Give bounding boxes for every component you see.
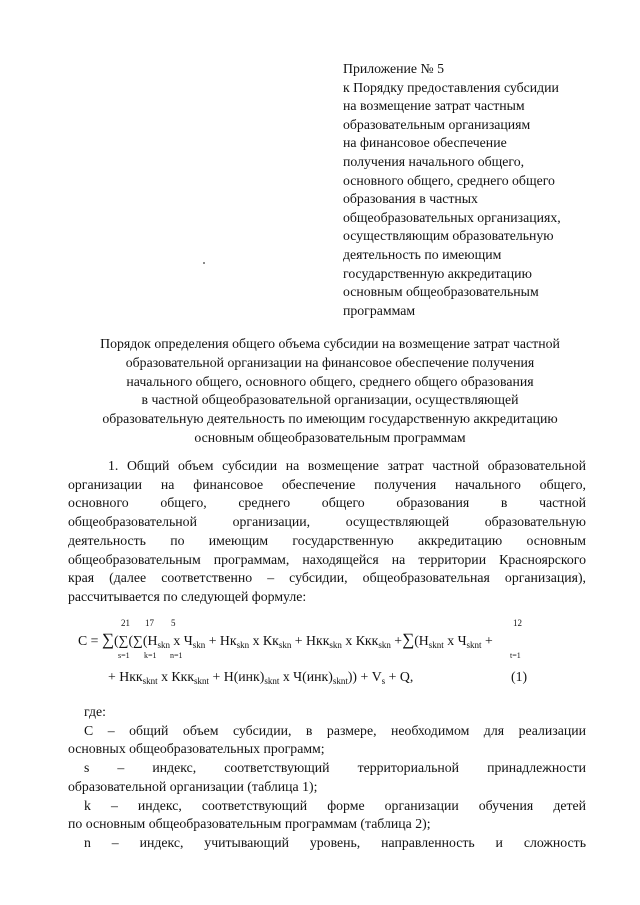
formula-subscript: skn	[236, 640, 250, 650]
appendix-line: получения начального общего,	[343, 153, 525, 169]
formula-term: (Н	[142, 633, 158, 648]
formula-subscript: sknt	[264, 676, 280, 686]
appendix-line: на финансовое обеспечение	[343, 135, 507, 151]
formula-term: x Ч	[169, 633, 193, 648]
title-line: образовательную деятельность по имеющим государственную аккредитацию	[102, 411, 558, 427]
appendix-line: к Порядку предоставления субсидии	[343, 79, 559, 95]
formula-term: )) + V	[347, 669, 382, 684]
sigma-symbol: ∑	[402, 630, 415, 649]
paragraph-line: общеобразовательным программам, находящейся на территории Красноярского	[68, 551, 586, 567]
scan-speck	[203, 262, 205, 264]
formula-term: + Нкк	[108, 669, 143, 684]
formula-subscript: sknt	[142, 676, 158, 686]
definition-line: s – индекс, соответствующий территориальной принадлежности	[84, 760, 586, 776]
formula-term: (Н	[414, 633, 429, 648]
paragraph-line: рассчитывается по следующей формуле:	[68, 588, 307, 604]
formula-subscript: sknt	[428, 640, 444, 650]
sum-upper-limit: 5	[171, 618, 176, 628]
definition-line: n – индекс, учитывающий уровень, направленность и сложность	[84, 834, 586, 850]
paragraph-line: организации на финансовое обеспечение получения начального общего,	[68, 476, 586, 492]
appendix-line: на возмещение затрат частным	[343, 98, 525, 114]
sum-lower-limit: k=1	[144, 651, 157, 660]
title-line: основным общеобразовательным программам	[194, 429, 466, 445]
formula-term: +	[481, 633, 493, 648]
formula-subscript: sknt	[194, 676, 210, 686]
sum-upper-limit: 17	[145, 618, 154, 628]
appendix-line: деятельность по имеющим	[343, 246, 502, 262]
formula-subscript: skn	[278, 640, 292, 650]
formula-line-2	[108, 669, 413, 685]
formula-subscript: s	[381, 676, 386, 686]
formula-term: x Ккк	[341, 633, 379, 648]
title-line: в частной общеобразовательной организации, осуществляющей	[141, 392, 519, 408]
appendix-line: образовательным организациям	[343, 116, 531, 132]
formula-term: + Нкк	[291, 633, 330, 648]
formula-term: (∑	[128, 633, 143, 648]
definitions-block	[68, 703, 586, 853]
paragraph-line: 1. Общий объем субсидии на возмещение затрат частной образовательной	[108, 458, 586, 473]
formula-term: x Ч	[443, 633, 467, 648]
sum-upper-limit: 21	[121, 618, 130, 628]
formula-line-1	[78, 630, 493, 650]
equation-number: (1)	[511, 669, 528, 684]
sum-lower-limit: n=1	[170, 651, 183, 660]
appendix-line: программам	[343, 302, 416, 318]
sum-upper-limit: 12	[513, 618, 522, 628]
title-line: начального общего, основного общего, среднего общего образования	[126, 373, 534, 389]
paragraph-1	[68, 457, 586, 607]
formula-term: + Q,	[385, 669, 414, 684]
paragraph-line: края (далее соответственно – субсидии, общеобразовательная организация),	[68, 570, 586, 586]
appendix-line: Приложение № 5	[343, 61, 445, 76]
formula-lhs: C =	[78, 633, 99, 648]
formula-term: + Нк	[205, 633, 237, 648]
formula-term: + Н(инк)	[209, 669, 265, 684]
title-line: Порядок определения общего объема субсидии на возмещение затрат частной	[100, 336, 560, 351]
formula-subscript: sknt	[332, 676, 348, 686]
definition-line: основных общеобразовательных программ;	[68, 741, 325, 757]
paragraph-line: деятельность по имеющим государственную аккредитацию основным	[68, 532, 586, 548]
appendix-line: государственную аккредитацию	[343, 265, 532, 281]
paragraph-line: основного общего, среднего общего образования в частной	[68, 495, 586, 511]
document-title	[60, 335, 600, 448]
definition-line: k – индекс, соответствующий форме организации обучения детей	[84, 797, 586, 813]
definition-line: по основным общеобразовательным программам (таблица 2);	[68, 816, 431, 832]
formula-term: x Кк	[249, 633, 279, 648]
appendix-line: осуществляющим образовательную	[343, 228, 554, 244]
formula-subscript: sknt	[466, 640, 482, 650]
appendix-line: основным общеобразовательным	[343, 284, 539, 300]
appendix-header	[343, 60, 613, 320]
appendix-line: основного общего, среднего общего	[343, 172, 555, 188]
sum-lower-limit: t=1	[510, 651, 521, 660]
appendix-line: образования в частных	[343, 191, 478, 207]
paragraph-line: общеобразовательной организации, осуществляющей образовательную	[68, 514, 586, 530]
appendix-line: общеобразовательных организациях,	[343, 209, 561, 225]
formula-term: x Ч(инк)	[279, 669, 333, 684]
sigma-symbol: ∑	[101, 630, 115, 649]
formula-subscript: skn	[157, 640, 170, 650]
formula-term: (∑	[114, 633, 129, 648]
definition-line: С – общий объем субсидии, в размере, необходимом для реализации	[84, 722, 586, 738]
formula-term: x Ккк	[157, 669, 195, 684]
formula-subscript: skn	[329, 640, 342, 650]
formula-term: +	[390, 633, 403, 648]
sum-lower-limit: s=1	[118, 651, 130, 660]
formula-subscript: skn	[192, 640, 206, 650]
title-line: образовательной организации на финансовое обеспечение получения	[125, 354, 535, 370]
formula-subscript: skn	[378, 640, 391, 650]
where-heading: где:	[84, 704, 106, 719]
definition-line: образовательной организации (таблица 1);	[68, 778, 318, 794]
